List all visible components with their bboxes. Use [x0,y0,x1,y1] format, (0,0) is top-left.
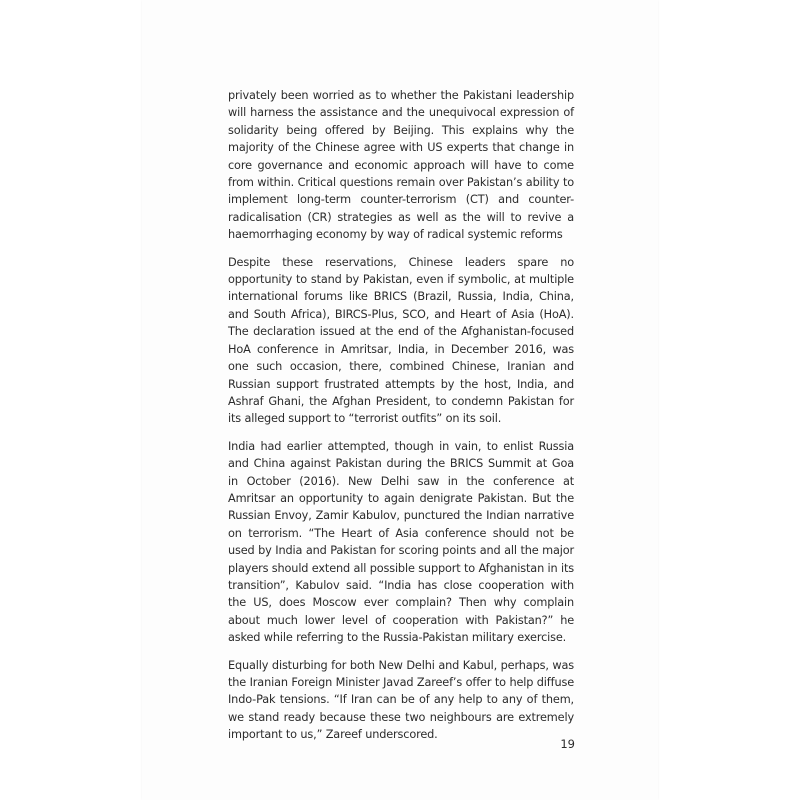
body-text [228,87,574,754]
paragraph-4: Equally disturbing for both New Delhi and Kabul, perhaps, was the Iranian Foreign Minister Javad Zareef’s offer to help diffuse Indo-Pak tensions. “If Iran can be of any help to any of them, we stand ready because these two neighbours are extremely important to us,” Zareef underscored. [228,658,574,742]
paragraph-3: India had earlier attempted, though in vain, to enlist Russia and China against Pakistan during the BRICS Summit at Goa in October (2016). New Delhi saw in the conference at Amritsar an opportunity to again denigrate Pakistan. But the Russian Envoy, Zamir Kabulov, punctured the Indian narrative on terrorism. “The Heart of Asia conference should not be used by India and Pakistan for scoring points and all the major players should extend all possible support to Afghanistan in its transition”, Kabulov said. “India has close cooperation with the US, does Moscow ever complain? Then why complain about much lower level of cooperation with Pakistan?” he asked while referring to the Russia-Pakistan military exercise. [228,439,574,645]
paragraph-2: Despite these reservations, Chinese leaders spare no opportunity to stand by Pakistan, even if symbolic, at multiple international forums like BRICS (Brazil, Russia, India, China, and South Africa), BIRCS-Plus, SCO, and Heart of Asia (HoA). The declaration issued at the end of the Afghanistan-focused HoA conference in Amritsar, India, in December 2016, was one such occasion, there, combined Chinese, Iranian and Russian support frustrated attempts by the host, India, and Ashraf Ghani, the Afghan President, to condemn Pakistan for its alleged support to “terrorist outfits” on its soil. [228,255,574,426]
paragraph-1: privately been worried as to whether the Pakistani leadership will harness the assistance and the unequivocal expression of solidarity being offered by Beijing. This explains why the majority of the Chinese agree with US experts that change in core governance and economic approach will have to come from within. Critical questions remain over Pakistan’s ability to implement long-term counter-terrorism (CT) and counter-radicalisation (CR) strategies as well as the will to revive a haemorrhaging economy by way of radical systemic reforms [228,89,574,242]
page-number: 19 [560,737,575,751]
